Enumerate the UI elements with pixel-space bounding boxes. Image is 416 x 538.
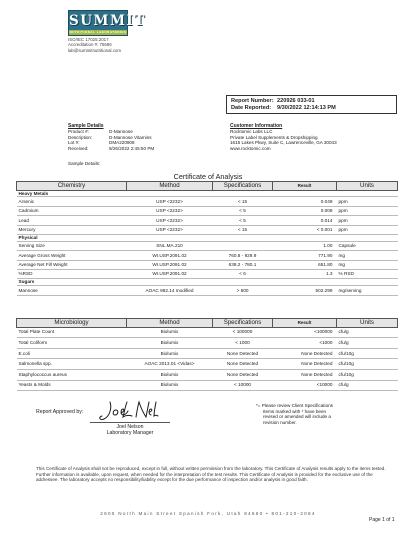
date-reported-label: Date Reported: bbox=[231, 105, 272, 111]
note-line: revision number. bbox=[263, 419, 297, 425]
field-label: Description: bbox=[68, 134, 93, 140]
accreditation-line: ISO/IEC 17025:2017 bbox=[68, 37, 109, 42]
method-cell: USP <2232> bbox=[127, 197, 213, 206]
result-cell: 771.90 bbox=[273, 251, 337, 260]
spec-cell: < 5 bbox=[213, 206, 273, 215]
column-header: Chemistry bbox=[17, 182, 127, 191]
analyte-cell: Staphylococcus aureus bbox=[17, 369, 127, 380]
group-row bbox=[17, 279, 398, 286]
unit-cell: cfu/g bbox=[337, 338, 398, 349]
table-row bbox=[17, 380, 398, 391]
column-header: Result bbox=[273, 319, 337, 328]
customer-line: Rocktomic Labs LLC bbox=[230, 129, 273, 134]
method-cell: Biolumix bbox=[127, 369, 213, 380]
field-label: Received: bbox=[68, 145, 89, 151]
unit-cell: ppm bbox=[337, 216, 398, 225]
table-row bbox=[17, 369, 398, 380]
result-cell: 0.008 bbox=[273, 206, 337, 215]
customer-line: www.rocktomic.com bbox=[230, 145, 271, 151]
unit-cell: cfu/10g bbox=[337, 369, 398, 380]
unit-cell: ppm bbox=[337, 197, 398, 206]
group-row bbox=[17, 235, 398, 242]
analyte-cell: Cadmium bbox=[17, 206, 127, 215]
microbiology-table bbox=[16, 318, 398, 391]
summit-logo bbox=[68, 10, 146, 36]
date-reported: 9/30/2022 12:14:13 PM bbox=[277, 105, 336, 111]
analyte-cell: Salmonella spp. bbox=[17, 359, 127, 370]
analyte-cell: Arsenic bbox=[17, 197, 127, 206]
signer-name: Joel Nelson bbox=[116, 424, 144, 430]
column-header: Result bbox=[273, 182, 337, 191]
report-info-box bbox=[226, 95, 397, 114]
analyte-cell: Average Net Fill Weight bbox=[17, 260, 127, 269]
unit-cell: ppm bbox=[337, 225, 398, 234]
unit-cell: mg/serving bbox=[337, 286, 398, 295]
analyte-cell: Total Plate Count bbox=[17, 327, 127, 338]
unit-cell: mg bbox=[337, 251, 398, 260]
field-value: 9/26/2022 2:45:50 PM bbox=[109, 145, 155, 151]
result-cell: 502.299 bbox=[273, 286, 337, 295]
method-cell: USP <2232> bbox=[127, 206, 213, 215]
spec-cell: < 5 bbox=[213, 216, 273, 225]
column-header: Units bbox=[337, 182, 398, 191]
chemistry-body bbox=[17, 190, 398, 295]
page-number: Page 1 of 1 bbox=[369, 517, 395, 523]
spec-cell: < 6 bbox=[213, 270, 273, 279]
analyte-cell: Total Coliform bbox=[17, 338, 127, 349]
unit-cell: % RSD bbox=[337, 270, 398, 279]
result-cell: None Detected bbox=[273, 348, 337, 359]
table-row bbox=[17, 270, 398, 279]
customer-info bbox=[230, 129, 337, 151]
sample-details-heading: Sample Details bbox=[68, 123, 104, 129]
unit-cell: cfu/10g bbox=[337, 348, 398, 359]
table-row bbox=[17, 348, 398, 359]
column-header: Units bbox=[337, 319, 398, 328]
analyte-cell: Average Gross Weight bbox=[17, 251, 127, 260]
field-value: D-Mannose Vitamins bbox=[109, 134, 152, 140]
column-header: Specifications bbox=[213, 182, 273, 191]
spec-cell: < 15 bbox=[213, 197, 273, 206]
method-cell: Biolumix bbox=[127, 327, 213, 338]
contact-email: lab@summitnutritional.com bbox=[68, 47, 122, 53]
column-header: Method bbox=[127, 319, 213, 328]
signer-block bbox=[82, 424, 178, 437]
logo-wordmark: SUMMIT bbox=[69, 13, 146, 29]
sample-details bbox=[68, 129, 154, 151]
signature-line bbox=[90, 422, 170, 423]
method-cell: AOAC 982.14 modified bbox=[127, 286, 213, 295]
spec-cell: > 500 bbox=[213, 286, 273, 295]
result-cell: <10000 bbox=[273, 380, 337, 391]
spec-cell: < 15 bbox=[213, 225, 273, 234]
note-line: revised or amended will include a bbox=[263, 414, 331, 420]
signature-image bbox=[96, 398, 166, 424]
table-row bbox=[17, 327, 398, 338]
spec-cell: < 1000 bbox=[213, 338, 273, 349]
method-cell: USP <2232> bbox=[127, 216, 213, 225]
field-label: Lot #: bbox=[68, 140, 80, 146]
method-cell: Biolumix bbox=[127, 380, 213, 391]
approved-by-label: Report Approved by: bbox=[36, 409, 84, 415]
result-cell: 1.3 bbox=[273, 270, 337, 279]
revision-notes bbox=[256, 403, 333, 425]
method-cell: Biolumix bbox=[127, 348, 213, 359]
footer-address: 2600 North Main Street Spanish Fork, Utah 84660 • 801-210-2084 bbox=[100, 511, 316, 516]
group-label: Physical bbox=[17, 235, 398, 242]
method-cell: AOAC 2013.01 <Vidas> bbox=[127, 359, 213, 370]
spec-cell: < 100000 bbox=[213, 327, 273, 338]
unit-cell: cfu/g bbox=[337, 327, 398, 338]
spec-cell: 760.8 - 929.9 bbox=[213, 251, 273, 260]
spec-cell: None Detected bbox=[213, 348, 273, 359]
table-row bbox=[17, 286, 398, 295]
method-cell: WI.USP.2091.02 bbox=[127, 251, 213, 260]
table-row bbox=[17, 260, 398, 269]
method-cell: WI.USP.2091.02 bbox=[127, 270, 213, 279]
table-row bbox=[17, 338, 398, 349]
note-line: *= Please review Client Specifications bbox=[256, 403, 333, 408]
table-row bbox=[17, 197, 398, 206]
accreditation-line: Accreditation #: 75696 bbox=[68, 42, 112, 48]
field-value: D-Mannose bbox=[109, 129, 133, 134]
analyte-cell: %RSD bbox=[17, 270, 127, 279]
spec-cell: None Detected bbox=[213, 359, 273, 370]
table-row bbox=[17, 359, 398, 370]
spec-cell bbox=[213, 241, 273, 250]
field-label: Product #: bbox=[68, 129, 89, 134]
microbiology-body bbox=[17, 327, 398, 391]
group-label: Heavy Metals bbox=[17, 190, 398, 197]
spec-cell: None Detected bbox=[213, 369, 273, 380]
spec-cell: 638.2 - 780.1 bbox=[213, 260, 273, 269]
result-cell: 651.80 bbox=[273, 260, 337, 269]
result-cell: <100000 bbox=[273, 327, 337, 338]
result-cell: 1.00 bbox=[273, 241, 337, 250]
table-row bbox=[17, 251, 398, 260]
column-header: Specifications bbox=[213, 319, 273, 328]
report-number-label: Report Number: bbox=[231, 98, 274, 104]
result-cell: None Detected bbox=[273, 359, 337, 370]
disclaimer: This Certificate of Analysis shall not be reproduced, except in full, without written permission from the laboratory. This Certificate of Analysis results apply to the items tested. Further information is available, upon request, when needed for the interpretation of the test results. This Certificate of Analysis is provided for the exclusive use of the addressee. The laboratory accepts no responsibility/liability except for the due performance of inspection and/or analysis in good faith. bbox=[36, 466, 386, 483]
report-number: 220926 033-01 bbox=[277, 98, 315, 104]
analyte-cell: Serving Size bbox=[17, 241, 127, 250]
result-cell: 0.049 bbox=[273, 197, 337, 206]
certificate-title: Certificate of Analysis bbox=[173, 172, 243, 181]
table-row bbox=[17, 216, 398, 225]
note-line: Items marked with * have been bbox=[263, 408, 327, 414]
result-cell: < 0.001 bbox=[273, 225, 337, 234]
result-cell: 0.014 bbox=[273, 216, 337, 225]
unit-cell: cfu/g bbox=[337, 380, 398, 391]
method-cell: WI.USP.2091.02 bbox=[127, 260, 213, 269]
chemistry-table bbox=[16, 181, 398, 296]
analyte-cell: Yeasts & Molds bbox=[17, 380, 127, 391]
table-row bbox=[17, 206, 398, 215]
customer-info-heading: Customer Information bbox=[230, 123, 283, 129]
table-row bbox=[17, 241, 398, 250]
group-label: Sugars bbox=[17, 279, 398, 286]
unit-cell: Capsule bbox=[337, 241, 398, 250]
sample-details-label: Sample Details: bbox=[68, 161, 101, 166]
customer-line: 1615 Lakes Pkwy, Suite C, Lawrenceville, GA 30043 bbox=[230, 140, 337, 146]
result-cell: None Detected bbox=[273, 369, 337, 380]
analyte-cell: E.coli bbox=[17, 348, 127, 359]
accreditation-block bbox=[68, 37, 121, 53]
method-cell: Biolumix bbox=[127, 338, 213, 349]
result-cell: <1000 bbox=[273, 338, 337, 349]
analyte-cell: Mercury bbox=[17, 225, 127, 234]
spec-cell: < 10000 bbox=[213, 380, 273, 391]
analyte-cell: Mannose bbox=[17, 286, 127, 295]
unit-cell: mg bbox=[337, 260, 398, 269]
table-row bbox=[17, 225, 398, 234]
column-header: Method bbox=[127, 182, 213, 191]
unit-cell: ppm bbox=[337, 206, 398, 215]
group-row bbox=[17, 190, 398, 197]
analyte-cell: Lead bbox=[17, 216, 127, 225]
method-cell: USP <2232> bbox=[127, 225, 213, 234]
unit-cell: cfu/10g bbox=[337, 359, 398, 370]
field-value: DMA220908 bbox=[109, 140, 135, 146]
customer-line: Private Label Supplements & Dropshipping bbox=[230, 134, 318, 140]
method-cell: SNL.MA.210 bbox=[127, 241, 213, 250]
signer-title: Laboratory Manager bbox=[106, 430, 154, 437]
column-header: Microbiology bbox=[17, 319, 127, 328]
logo-tagline: NUTRITIONAL LABORATORIES bbox=[69, 30, 127, 34]
